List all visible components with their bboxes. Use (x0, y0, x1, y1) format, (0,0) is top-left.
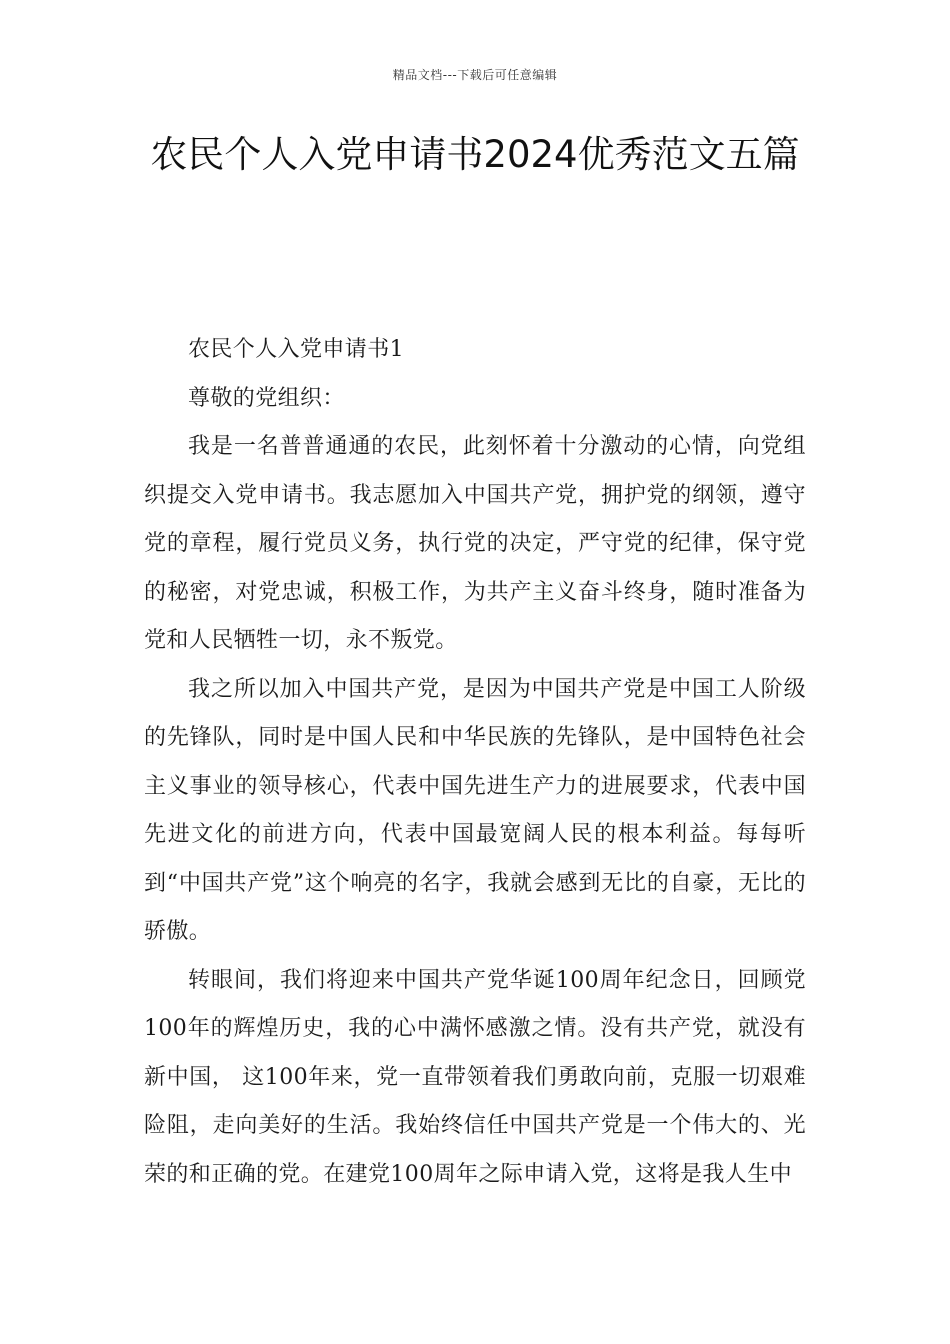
section-heading: 农民个人入党申请书1 (188, 337, 404, 362)
body-paragraph: 转眼间，我们将迎来中国共产党华诞100周年纪念日，回顾党100年的辉煌历史，我的心中满怀感激之情。没有共产党，就没有新中国， 这100年来，党一直带领着我们勇敢向前，克服一切艰难险阻，走向美好的生活。我始终信任中国共产党是一个伟大的、光荣的和正确的党。在建党100周年之际申请入党，这将是我人生中 (144, 967, 806, 1187)
header-note: 精品文档---下载后可任意编辑 (392, 68, 558, 82)
body-paragraph: 我之所以加入中国共产党，是因为中国共产党是中国工人阶级的先锋队，同时是中国人民和中华民族的先锋队，是中国特色社会主义事业的领导核心，代表中国先进生产力的进展要求，代表中国先进文化的前进方向，代表中国最宽阔人民的根本利益。每每听到“中国共产党”这个响亮的名字，我就会感到无比的自豪，无比的骄傲。 (144, 676, 806, 944)
document-body (144, 326, 806, 1199)
document-title: 农民个人入党申请书2024优秀范文五篇 (150, 133, 800, 176)
body-paragraph: 我是一名普普通通的农民，此刻怀着十分激动的心情，向党组织提交入党申请书。我志愿加入中国共产党，拥护党的纲领，遵守党的章程，履行党员义务，执行党的决定，严守党的纪律，保守党的秘密，对党忠诚，积极工作，为共产主义奋斗终身，随时准备为党和人民牺牲一切，永不叛党。 (144, 434, 806, 653)
salutation: 尊敬的党组织： (188, 385, 345, 411)
